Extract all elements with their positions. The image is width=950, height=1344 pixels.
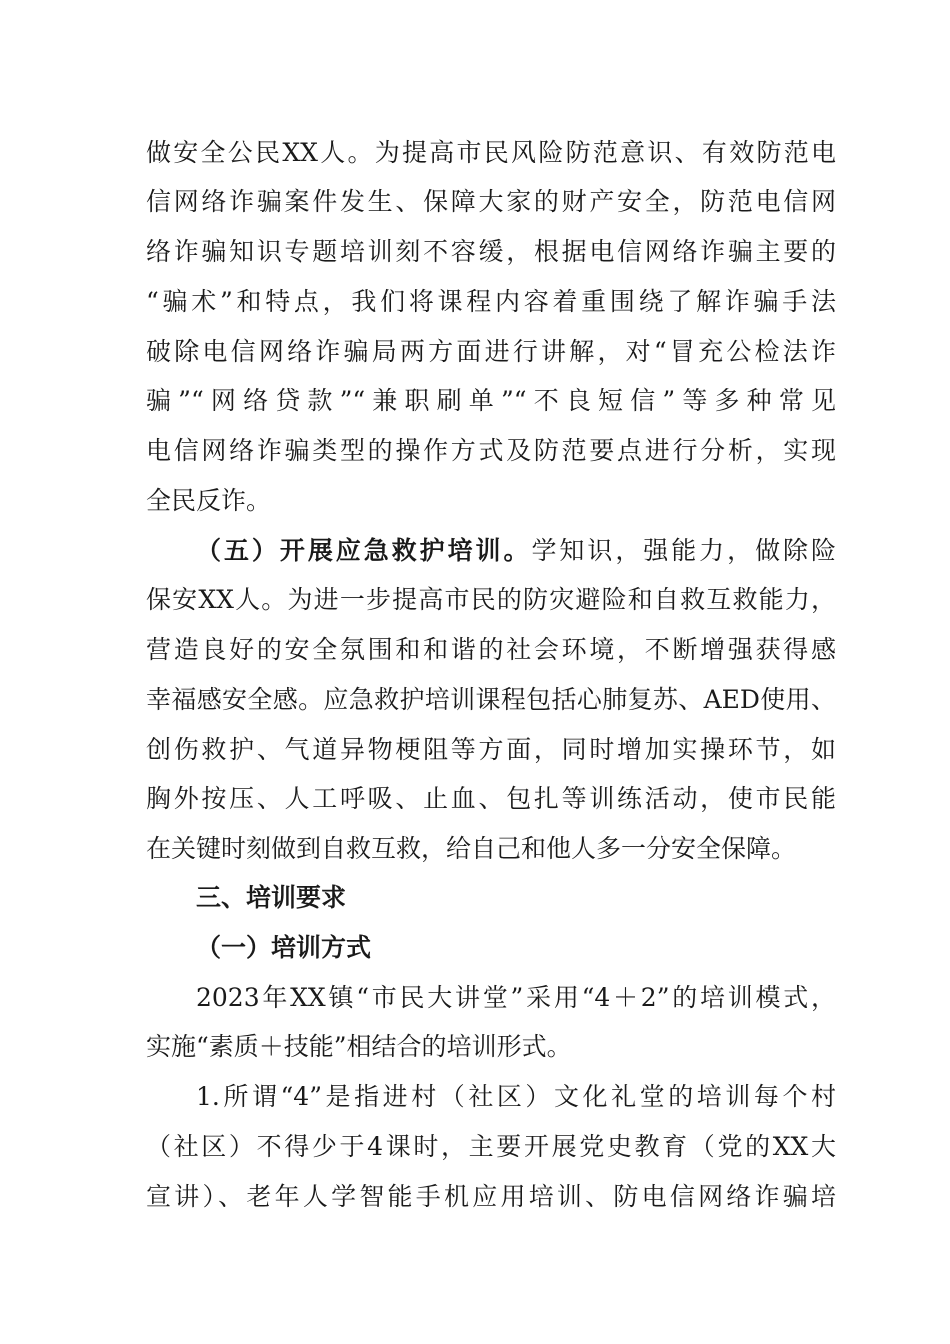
text-line: 创伤救护、气道异物梗阻等方面，同时增加实操环节，如	[146, 735, 836, 764]
text-line: 幸福感安全感。应急救护培训课程包括心肺复苏、AED使用、	[146, 685, 836, 714]
text-line: 在关键时刻做到自救互救，给自己和他人多一分安全保障。	[146, 834, 797, 863]
paragraph-5-heading: （五）开展应急救护培训。	[196, 536, 532, 565]
text-line: 宣讲）、老年人学智能手机应用培训、防电信网络诈骗培	[146, 1182, 836, 1211]
text-line: 营造良好的安全氛围和和谐的社会环境，不断增强获得感	[146, 635, 836, 664]
text-line: 做安全公民XX人。为提高市民风险防范意识、有效防范电	[146, 138, 836, 167]
text-line: 信网络诈骗案件发生、保障大家的财产安全，防范电信网	[146, 187, 836, 216]
paragraph-5-first-line	[196, 531, 836, 571]
subsection-heading: （一）培训方式	[196, 933, 372, 962]
text-line: 络诈骗知识专题培训刻不容缓，根据电信网络诈骗主要的	[146, 237, 836, 266]
text-line: 全民反诈。	[146, 486, 272, 515]
text-line: 电信网络诈骗类型的操作方式及防范要点进行分析，实现	[146, 436, 836, 465]
text-line: 破除电信网络诈骗局两方面进行讲解，对“冒充公检法诈	[146, 337, 836, 366]
text-line: “骗术”和特点，我们将课程内容着重围绕了解诈骗手法	[146, 287, 836, 316]
text-line: 实施“素质＋技能”相结合的培训形式。	[146, 1032, 572, 1061]
text-line: （社区）不得少于4课时，主要开展党史教育（党的XX大	[146, 1132, 836, 1161]
text-line: 保安XX人。为进一步提高市民的防灾避险和自救互救能力，	[146, 585, 836, 614]
text-span: 学知识，强能力，做除险	[531, 536, 836, 565]
text-line: 2023年XX镇“市民大讲堂”采用“4＋2”的培训模式，	[196, 983, 836, 1012]
text-line: 胸外按压、人工呼吸、止血、包扎等训练活动，使市民能	[146, 784, 836, 813]
section-heading: 三、培训要求	[196, 883, 347, 912]
text-line: 1.所谓“4”是指进村（社区）文化礼堂的培训每个村	[196, 1082, 836, 1111]
text-line: 骗”“网络贷款”“兼职刷单”“不良短信”等多种常见	[146, 386, 836, 415]
